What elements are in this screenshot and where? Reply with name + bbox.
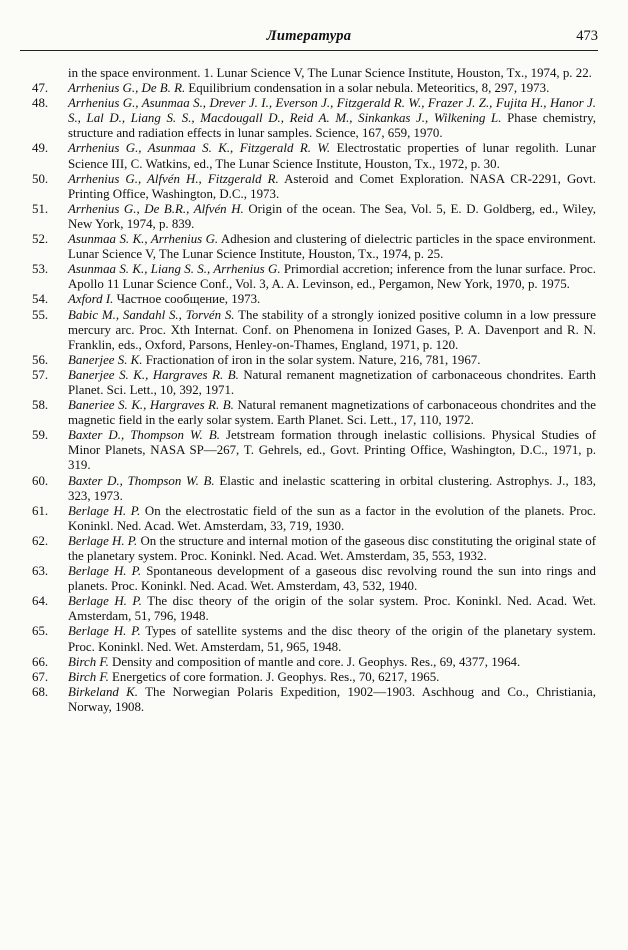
reference-entry	[20, 96, 596, 141]
reference-entry	[20, 202, 596, 232]
reference-text: Natural remanent magnetizations of carbonaceous chondrites and the magnetic field in the early solar system. Earth Planet. Sci. Lett., 17, 110, 1972.	[68, 398, 596, 428]
reference-number: 58.	[32, 398, 49, 413]
reference-number: 67.	[32, 669, 49, 684]
page-number: 473	[576, 28, 598, 44]
header-rule	[20, 50, 598, 51]
reference-number: 65.	[32, 624, 49, 639]
reference-authors: Berlage H. P.	[68, 533, 138, 548]
reference-authors: Banerjee S. K.	[68, 352, 143, 367]
reference-entry	[20, 308, 596, 353]
reference-text: Fractionation of iron in the solar system. Nature, 216, 781, 1967.	[142, 352, 481, 367]
reference-number: 54.	[32, 292, 49, 307]
reference-number: 57.	[32, 367, 49, 382]
reference-entry	[20, 670, 596, 685]
reference-authors: Baxter D., Thompson W. B.	[68, 428, 220, 443]
reference-entry	[20, 534, 596, 564]
reference-text: Natural remanent magnetization of carbonaceous chondrites. Earth Planet. Sci. Lett., 10, 392, 1971.	[68, 367, 596, 397]
reference-entry	[20, 172, 596, 202]
reference-entry	[20, 81, 596, 96]
reference-authors: Babic M., Sandahl S., Torvén S.	[68, 307, 235, 322]
reference-entry	[20, 368, 596, 398]
reference-authors: Banerjee S. K., Hargraves R. B.	[68, 367, 239, 382]
reference-entry	[20, 262, 596, 292]
reference-entry	[20, 564, 596, 594]
reference-text: Elastic and inelastic scattering in orbital clustering. Astrophys. J., 183, 323, 1973.	[68, 473, 596, 503]
reference-number: 60.	[32, 473, 49, 488]
reference-entry	[20, 292, 596, 307]
reference-entry	[20, 474, 596, 504]
reference-text: Phase chemistry, structure and radiation effects in lunar samples. Science, 167, 659, 1970.	[68, 111, 596, 141]
reference-text: On the electrostatic field of the sun as a factor in the evolution of the planets. Proc. Koninkl. Ned. Acad. Wet. Amsterdam, 33, 719, 1930.	[68, 503, 596, 533]
reference-entry	[20, 685, 596, 715]
reference-number: 62.	[32, 533, 49, 548]
reference-entry	[20, 141, 596, 171]
reference-text: Adhesion and clustering of dielectric particles in the space environment. Lunar Science V, The Lunar Science Institute, Houston, Tx., 1974, p. 25.	[68, 232, 596, 262]
reference-authors: Arrhenius G., Asunmaa S., Drever J. I., Everson J., Fitzgerald R. W., Frazer J. Z., Fujita H., Hanor J. S., Lal D., Liang S. S., Macdougall D., Reid A. M., Sinkankas J., Wilkening L.	[68, 96, 596, 126]
reference-entry	[20, 504, 596, 534]
reference-number: 56.	[32, 352, 49, 367]
reference-number: 59.	[32, 428, 49, 443]
reference-text: Energetics of core formation. J. Geophys. Res., 70, 6217, 1965.	[108, 669, 440, 684]
reference-text: Jetstream formation through inelastic collisions. Physical Studies of Minor Planets, NASA SP—267, T. Gehrels, ed., Govt. Printing Office, Washington, D.C., 1971, p. 319.	[68, 428, 596, 473]
reference-text: The stability of a strongly ionized positive column in a low pressure mercury arc. Proc. Xth Internat. Conf. on Phenomena in Ionized Gases, P. A. Davenport and R. N. Franklin, eds., Oxford, Parsons, Henley-on-Thames, England, 1971, p. 120.	[68, 307, 596, 352]
reference-number: 66.	[32, 654, 49, 669]
reference-authors: Berlage H. P.	[68, 564, 142, 579]
reference-entry	[20, 594, 596, 624]
reference-authors: Baneriee S. K., Hargraves R. B.	[68, 398, 234, 413]
reference-authors: Arrhenius G., Alfvén H., Fitzgerald R.	[68, 171, 279, 186]
reference-number: 63.	[32, 564, 49, 579]
reference-text: Density and composition of mantle and core. J. Geophys. Res., 69, 4377, 1964.	[108, 654, 521, 669]
reference-number: 52.	[32, 232, 49, 247]
reference-authors: Asunmaa S. K., Liang S. S., Arrhenius G.	[68, 262, 281, 277]
running-header	[20, 28, 598, 50]
reference-authors: Arrhenius G., Asunmaa S. K., Fitzgerald R. W.	[68, 141, 331, 156]
reference-number: 51.	[32, 201, 49, 216]
reference-authors: Arrhenius G., De B.R., Alfvén H.	[68, 201, 244, 216]
reference-text: The Norwegian Polaris Expedition, 1902—1903. Aschhoug and Co., Christiania, Norway, 1908.	[68, 684, 596, 714]
reference-entry	[20, 428, 596, 473]
reference-authors: Birch F.	[68, 654, 109, 669]
reference-number: 47.	[32, 81, 49, 96]
reference-text: Spontaneous development of a gaseous disc revolving round the sun into rings and planets. Proc. Koninkl. Ned. Acad. Wet. Amsterdam, 43, 532, 1940.	[68, 564, 596, 594]
reference-number: 53.	[32, 262, 49, 277]
reference-text: Equilibrium condensation in a solar nebula. Meteoritics, 8, 297, 1973.	[185, 81, 550, 96]
reference-number: 55.	[32, 307, 49, 322]
reference-number: 48.	[32, 96, 49, 111]
reference-text: On the structure and internal motion of the gaseous disc constituting the original state of the planetary system. Proc. Koninkl. Ned. Acad. Wet. Amsterdam, 35, 553, 1932.	[68, 533, 597, 563]
reference-authors: Asunmaa S. K., Arrhenius G.	[68, 232, 219, 247]
reference-text: Asteroid and Comet Exploration. NASA CR-2291, Govt. Printing Office, Washington, D.C., 1973.	[68, 171, 596, 201]
reference-text: Types of satellite systems and the disc theory of the origin of the planetary system. Proc. Koninkl. Ned. Wet. Amsterdam, 51, 965, 1948.	[68, 624, 596, 654]
reference-text: Electrostatic properties of lunar regolith. Lunar Science III, C. Watkins, ed., The Lunar Science Institute, Houston, Tx., 1972, p. 30.	[68, 141, 597, 171]
reference-number: 68.	[32, 684, 49, 699]
reference-entry	[20, 624, 596, 654]
reference-number: 61.	[32, 503, 49, 518]
reference-authors: Baxter D., Thompson W. B.	[68, 473, 215, 488]
reference-items	[20, 81, 596, 715]
reference-authors: Arrhenius G., De B. R.	[68, 81, 186, 96]
reference-entry	[20, 398, 596, 428]
reference-authors: Berlage H. P.	[68, 624, 141, 639]
reference-text: Primordial accretion; inference from the lunar surface. Proc. Apollo 11 Lunar Science Conf., Vol. 3, A. A. Levinson, ed., Pergamon, New York, 1970, p. 1975.	[68, 262, 596, 292]
reference-text: Origin of the ocean. The Sea, Vol. 5, E. D. Goldberg, ed., Wiley, New York, 1974, p. 839.	[68, 201, 596, 231]
reference-number: 50.	[32, 171, 49, 186]
reference-text: The disc theory of the origin of the solar system. Proc. Koninkl. Ned. Acad. Wet. Amsterdam, 51, 796, 1948.	[68, 594, 596, 624]
reference-number: 49.	[32, 141, 49, 156]
reference-authors: Berlage H. P.	[68, 503, 141, 518]
reference-authors: Berlage H. P.	[68, 594, 142, 609]
header-title: Литература	[266, 28, 352, 44]
reference-entry	[20, 353, 596, 368]
reference-authors: Birkeland K.	[68, 684, 139, 699]
reference-continuation: in the space environment. 1. Lunar Science V, The Lunar Science Institute, Houston, Tx., 1974, p. 22.	[68, 66, 592, 80]
reference-list	[20, 66, 596, 715]
reference-entry	[20, 232, 596, 262]
reference-authors: Axford I.	[68, 292, 114, 307]
reference-authors: Birch F.	[68, 669, 109, 684]
reference-number: 64.	[32, 594, 49, 609]
reference-text: Частное сообщение, 1973.	[113, 292, 261, 307]
reference-entry	[20, 655, 596, 670]
